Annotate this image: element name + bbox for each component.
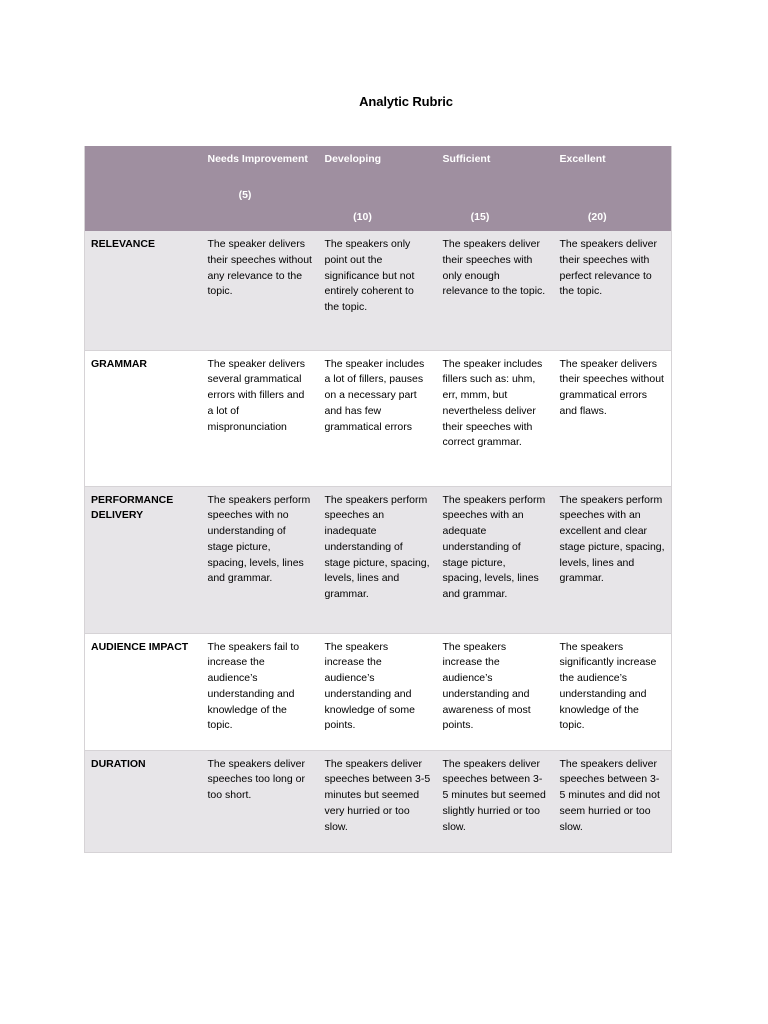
rubric-row-performance-delivery — [85, 486, 672, 633]
rubric-cell: The speakers increase the audience’s understanding and awareness of most points. — [437, 633, 554, 750]
rubric-body — [85, 231, 672, 852]
criterion-label: RELEVANCE — [85, 231, 202, 350]
level-header-developing — [319, 146, 437, 231]
rubric-cell: The speakers deliver speeches between 3-5 minutes but seemed very hurried or too slow. — [319, 750, 437, 852]
rubric-cell: The speakers deliver their speeches with only enough relevance to the topic. — [437, 231, 554, 350]
level-name: Excellent — [559, 153, 606, 165]
level-points: (10) — [353, 211, 372, 223]
rubric-cell: The speakers deliver speeches between 3-5 minutes and did not seem hurried or too slow. — [554, 750, 672, 852]
level-header-needs-improvement — [202, 146, 319, 231]
level-header-excellent — [554, 146, 672, 231]
rubric-row-relevance — [85, 231, 672, 350]
level-points: (5) — [238, 189, 252, 201]
rubric-table — [84, 146, 672, 853]
rubric-cell: The speakers increase the audience’s understanding and knowledge of some points. — [319, 633, 437, 750]
document-title: Analytic Rubric — [359, 94, 453, 109]
level-name: Developing — [324, 153, 382, 165]
header-criterion-cell — [85, 146, 202, 231]
rubric-header — [85, 146, 672, 231]
rubric-cell: The speakers deliver their speeches with perfect relevance to the topic. — [554, 231, 672, 350]
rubric-cell: The speaker delivers their speeches without grammatical errors and flaws. — [554, 350, 672, 486]
criterion-label: DURATION — [85, 750, 202, 852]
criterion-label: AUDIENCE IMPACT — [85, 633, 202, 750]
rubric-cell: The speaker delivers several grammatical errors with fillers and a lot of mispronunciation — [202, 350, 319, 486]
rubric-cell: The speakers deliver speeches too long or too short. — [202, 750, 319, 852]
rubric-row-grammar — [85, 350, 672, 486]
rubric-cell: The speakers deliver speeches between 3-5 minutes but seemed slightly hurried or too slow. — [437, 750, 554, 852]
level-name: Sufficient — [442, 153, 491, 165]
rubric-row-audience-impact — [85, 633, 672, 750]
rubric-cell: The speakers perform speeches with an excellent and clear stage picture, spacing, levels, lines and grammar. — [554, 486, 672, 633]
rubric-cell: The speakers perform speeches an inadequate understanding of stage picture, spacing, levels, lines and grammar. — [319, 486, 437, 633]
criterion-label: GRAMMAR — [85, 350, 202, 486]
rubric-cell: The speakers significantly increase the audience’s understanding and knowledge of the topic. — [554, 633, 672, 750]
level-header-sufficient — [437, 146, 554, 231]
rubric-cell: The speaker includes a lot of fillers, pauses on a necessary part and has few grammatical errors — [319, 350, 437, 486]
level-points: (15) — [470, 211, 490, 223]
rubric-row-duration — [85, 750, 672, 852]
rubric-cell: The speaker includes fillers such as: uhm, err, mmm, but nevertheless deliver their speeches with correct grammar. — [437, 350, 554, 486]
criterion-label: PERFORMANCE DELIVERY — [85, 486, 202, 633]
header-row — [85, 146, 672, 231]
rubric-cell: The speaker delivers their speeches without any relevance to the topic. — [202, 231, 319, 350]
rubric-cell: The speakers fail to increase the audience’s understanding and knowledge of the topic. — [202, 633, 319, 750]
level-name: Needs Improvement — [207, 153, 308, 165]
rubric-cell: The speakers perform speeches with no understanding of stage picture, spacing, levels, lines and grammar. — [202, 486, 319, 633]
level-points: (20) — [587, 211, 607, 223]
rubric-cell: The speakers only point out the significance but not entirely coherent to the topic. — [319, 231, 437, 350]
rubric-cell: The speakers perform speeches with an adequate understanding of stage picture, spacing, levels, lines and grammar. — [437, 486, 554, 633]
